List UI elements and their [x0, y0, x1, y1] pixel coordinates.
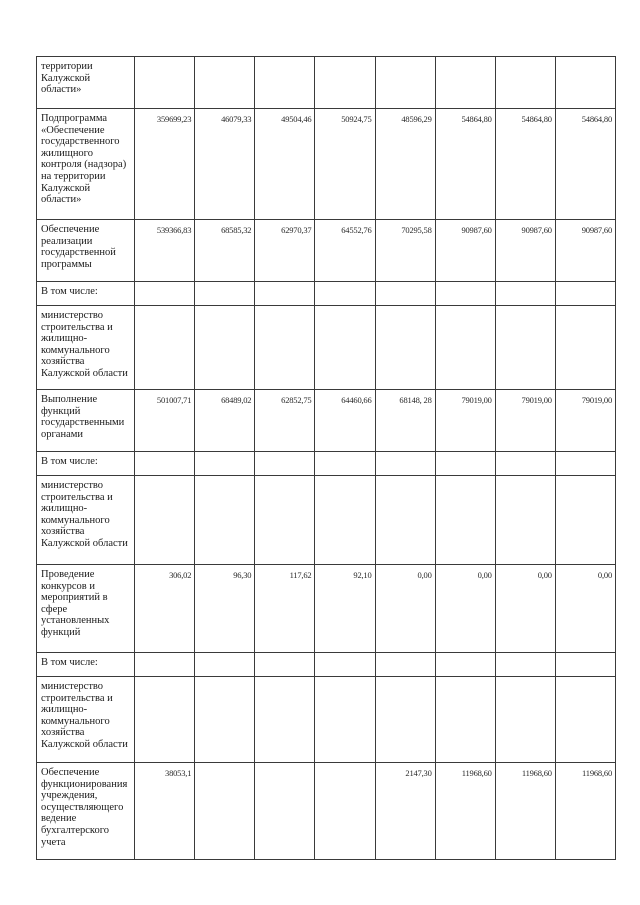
table-row: [37, 677, 616, 763]
table-row: [37, 390, 616, 452]
value-cell: [495, 653, 555, 677]
value-cell: [375, 306, 435, 390]
value-cell: 70295,58: [375, 220, 435, 282]
value-cell: 501007,71: [135, 390, 195, 452]
value-cell: 64460,66: [315, 390, 375, 452]
value-cell: 96,30: [195, 565, 255, 653]
value-cell: [375, 57, 435, 109]
value-cell: [135, 476, 195, 565]
value-cell: [555, 452, 615, 476]
value-cell: 62852,75: [255, 390, 315, 452]
value-cell: [555, 476, 615, 565]
value-cell: 68148, 28: [375, 390, 435, 452]
table-row: [37, 763, 616, 860]
value-cell: 0,00: [555, 565, 615, 653]
value-cell: [315, 476, 375, 565]
value-cell: [315, 677, 375, 763]
value-cell: [495, 282, 555, 306]
value-cell: [375, 452, 435, 476]
value-cell: 54864,80: [495, 109, 555, 220]
table-row: [37, 565, 616, 653]
value-cell: [375, 653, 435, 677]
value-cell: 79019,00: [495, 390, 555, 452]
value-cell: [555, 677, 615, 763]
value-cell: [255, 452, 315, 476]
table-row: [37, 452, 616, 476]
value-cell: [195, 677, 255, 763]
value-cell: 11968,60: [495, 763, 555, 860]
table-row: [37, 306, 616, 390]
table-row: [37, 220, 616, 282]
value-cell: 0,00: [495, 565, 555, 653]
row-label: министерство строительства и жилищно-коммунального хозяйства Калужской области: [37, 677, 135, 763]
value-cell: 90987,60: [555, 220, 615, 282]
value-cell: 54864,80: [555, 109, 615, 220]
value-cell: [435, 677, 495, 763]
value-cell: [195, 476, 255, 565]
value-cell: [495, 57, 555, 109]
value-cell: [255, 653, 315, 677]
value-cell: [435, 476, 495, 565]
row-label: Обеспечение реализации государственной программы: [37, 220, 135, 282]
value-cell: [555, 57, 615, 109]
value-cell: 90987,60: [495, 220, 555, 282]
value-cell: 79019,00: [555, 390, 615, 452]
value-cell: [135, 306, 195, 390]
value-cell: [195, 306, 255, 390]
value-cell: [195, 763, 255, 860]
value-cell: [435, 57, 495, 109]
row-label: Подпрограмма «Обеспечение государственного жилищного контроля (надзора) на территории Калужской области»: [37, 109, 135, 220]
row-label: территории Калужской области»: [37, 57, 135, 109]
value-cell: [135, 653, 195, 677]
value-cell: [195, 57, 255, 109]
value-cell: [555, 306, 615, 390]
value-cell: 68585,32: [195, 220, 255, 282]
value-cell: [195, 653, 255, 677]
value-cell: 539366,83: [135, 220, 195, 282]
row-label: Проведение конкурсов и мероприятий в сфере установленных функций: [37, 565, 135, 653]
value-cell: [135, 452, 195, 476]
value-cell: 54864,80: [435, 109, 495, 220]
value-cell: [255, 282, 315, 306]
value-cell: 2147,30: [375, 763, 435, 860]
value-cell: 79019,00: [435, 390, 495, 452]
value-cell: 49504,46: [255, 109, 315, 220]
value-cell: 64552,76: [315, 220, 375, 282]
value-cell: [375, 282, 435, 306]
value-cell: [255, 306, 315, 390]
value-cell: 11968,60: [555, 763, 615, 860]
value-cell: [315, 282, 375, 306]
value-cell: [315, 763, 375, 860]
value-cell: 48596,29: [375, 109, 435, 220]
value-cell: [435, 282, 495, 306]
value-cell: [495, 452, 555, 476]
value-cell: [495, 677, 555, 763]
value-cell: 46079,33: [195, 109, 255, 220]
value-cell: 359699,23: [135, 109, 195, 220]
value-cell: [315, 306, 375, 390]
row-label: министерство строительства и жилищно-коммунального хозяйства Калужской области: [37, 476, 135, 565]
value-cell: [375, 677, 435, 763]
value-cell: [255, 57, 315, 109]
value-cell: 62970,37: [255, 220, 315, 282]
table-row: [37, 476, 616, 565]
value-cell: [135, 282, 195, 306]
table-row: [37, 282, 616, 306]
value-cell: 68489,02: [195, 390, 255, 452]
value-cell: [495, 476, 555, 565]
row-label: Выполнение функций государственными органами: [37, 390, 135, 452]
value-cell: [435, 452, 495, 476]
value-cell: [255, 476, 315, 565]
value-cell: 306,02: [135, 565, 195, 653]
row-label: В том числе:: [37, 452, 135, 476]
value-cell: 90987,60: [435, 220, 495, 282]
value-cell: 0,00: [375, 565, 435, 653]
value-cell: 50924,75: [315, 109, 375, 220]
value-cell: [495, 306, 555, 390]
budget-table-body: [37, 57, 616, 860]
row-label: министерство строительства и жилищно-коммунального хозяйства Калужской области: [37, 306, 135, 390]
value-cell: [555, 282, 615, 306]
value-cell: 0,00: [435, 565, 495, 653]
value-cell: [435, 653, 495, 677]
value-cell: 38053,1: [135, 763, 195, 860]
value-cell: [255, 677, 315, 763]
budget-table: [36, 56, 616, 860]
value-cell: 11968,60: [435, 763, 495, 860]
value-cell: 92,10: [315, 565, 375, 653]
value-cell: [315, 452, 375, 476]
value-cell: 117,62: [255, 565, 315, 653]
value-cell: [555, 653, 615, 677]
value-cell: [435, 306, 495, 390]
table-row: [37, 653, 616, 677]
table-row: [37, 109, 616, 220]
row-label: В том числе:: [37, 282, 135, 306]
value-cell: [195, 282, 255, 306]
row-label: Обеспечение функционирования учреждения, осуществляющего ведение бухгалтерского учета: [37, 763, 135, 860]
value-cell: [315, 57, 375, 109]
value-cell: [135, 677, 195, 763]
value-cell: [315, 653, 375, 677]
value-cell: [135, 57, 195, 109]
value-cell: [375, 476, 435, 565]
value-cell: [195, 452, 255, 476]
value-cell: [255, 763, 315, 860]
row-label: В том числе:: [37, 653, 135, 677]
table-row: [37, 57, 616, 109]
